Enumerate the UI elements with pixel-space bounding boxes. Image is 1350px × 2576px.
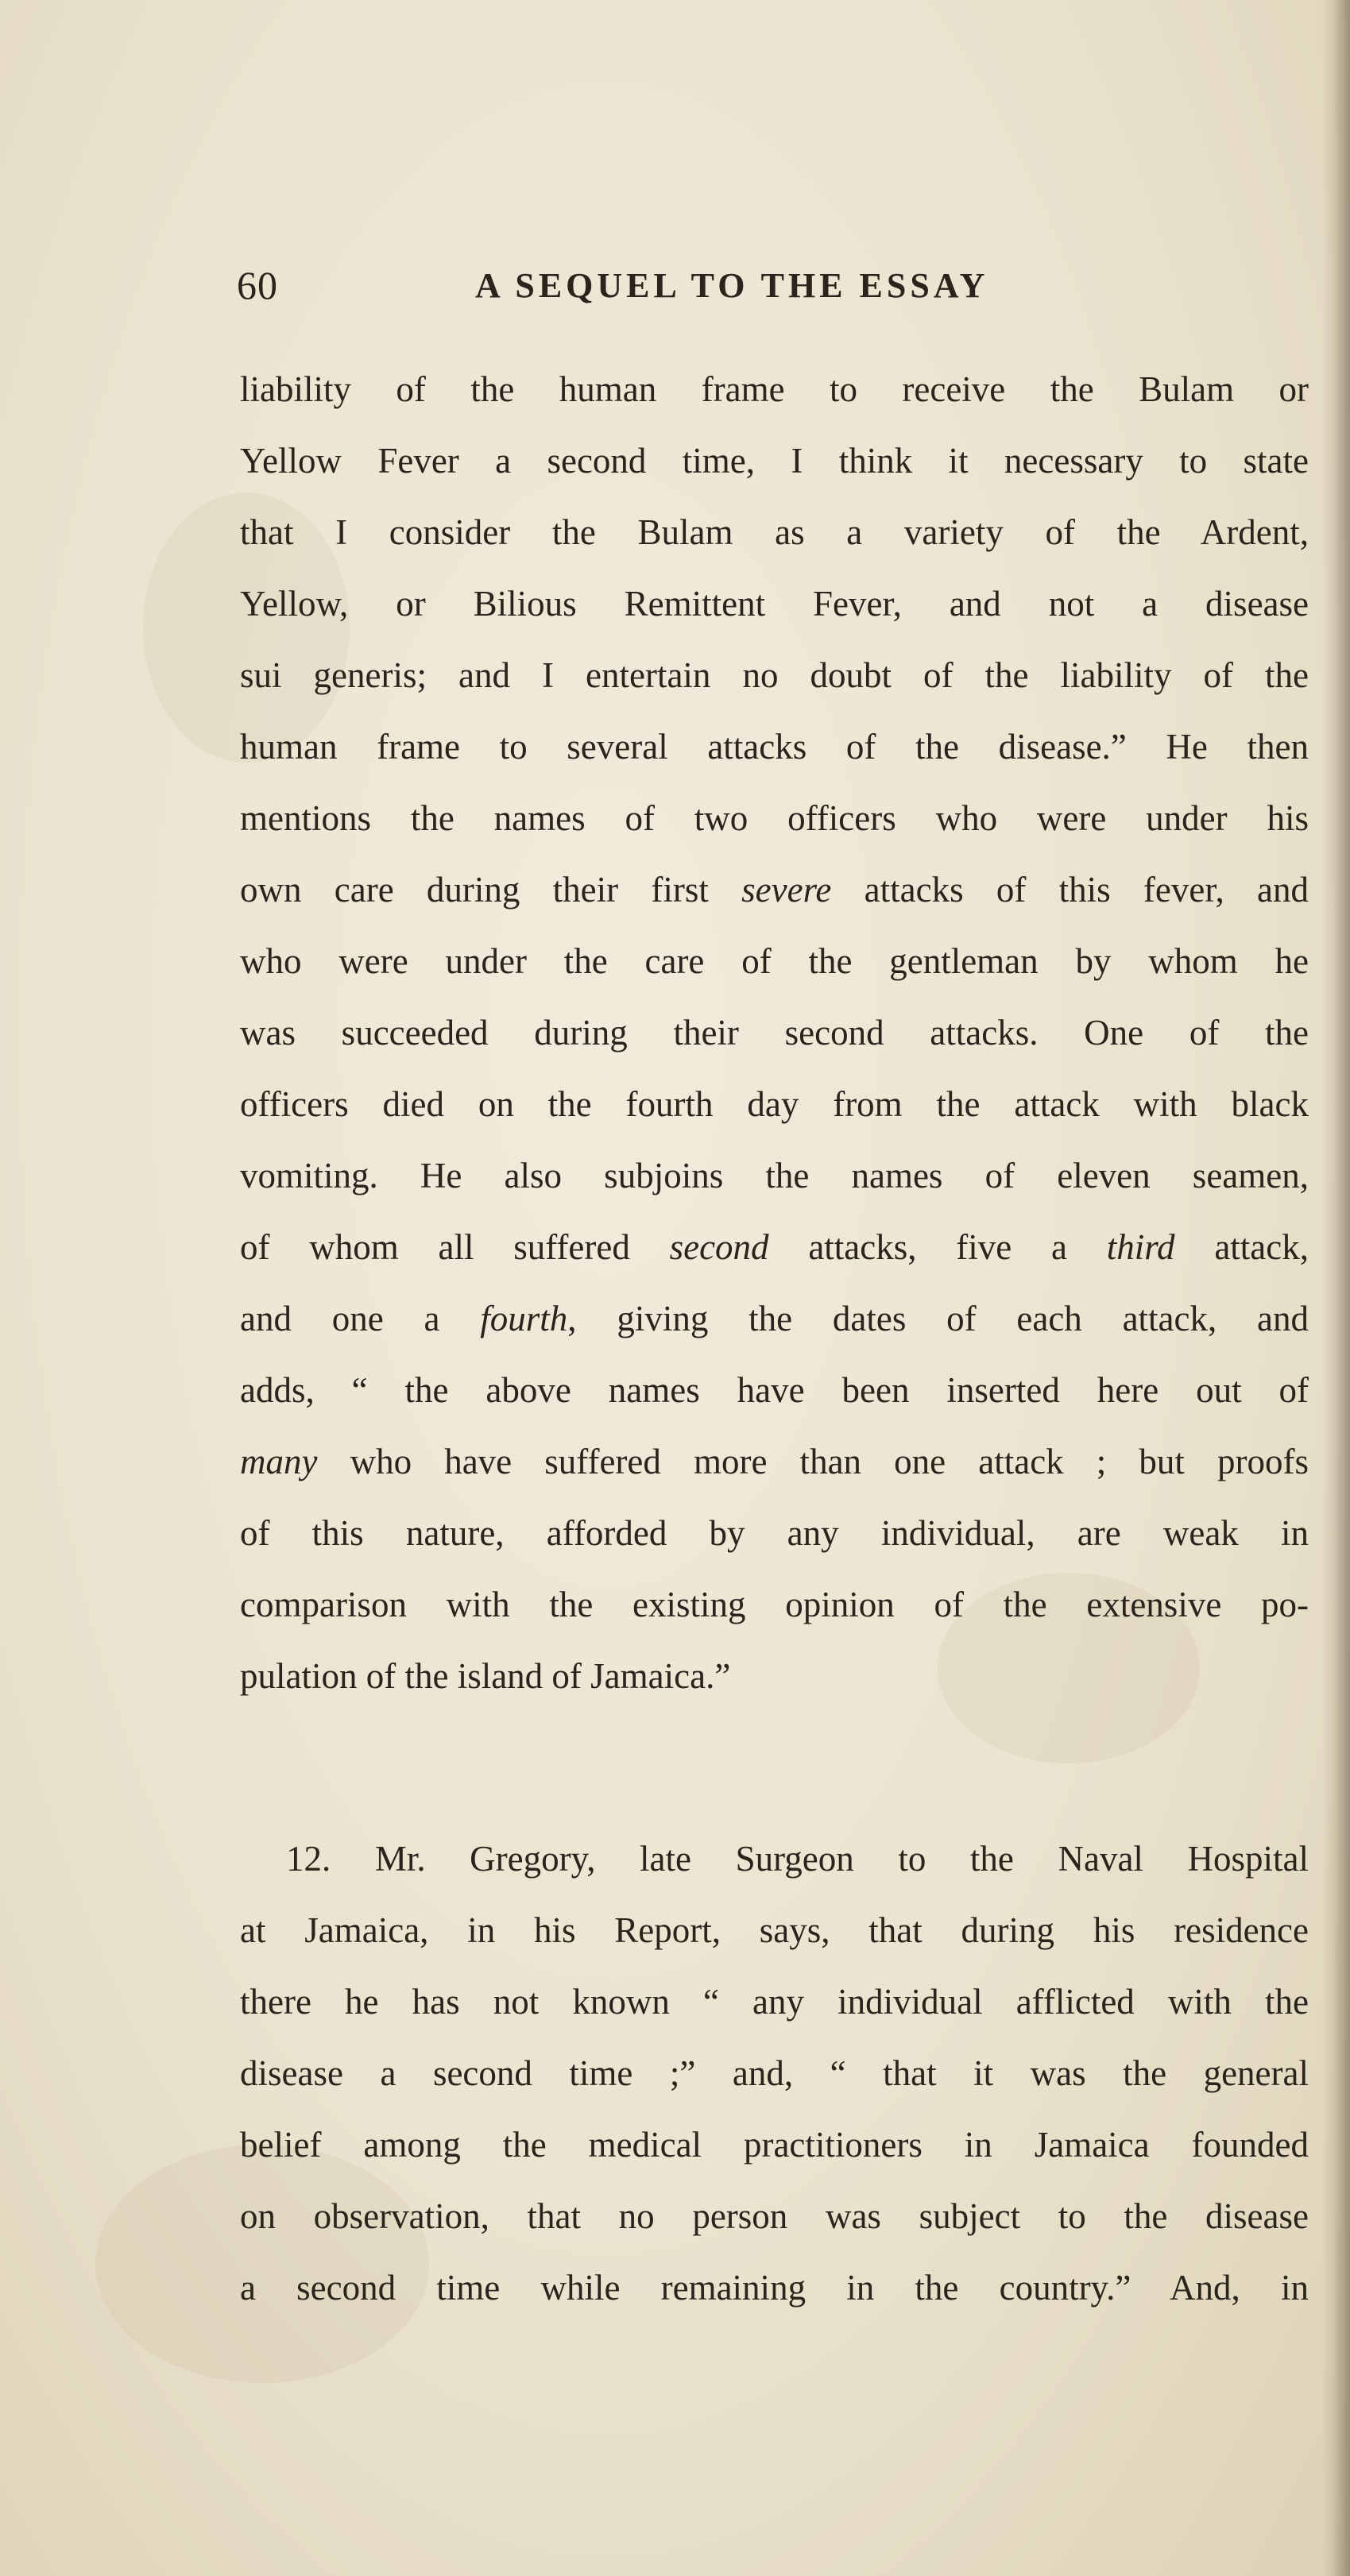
text-line — [240, 1211, 1309, 1283]
text-line: at Jamaica, in his Report, says, that during his residence — [240, 1910, 1309, 1950]
italic-word: many — [240, 1442, 318, 1481]
page-number: 60 — [237, 263, 278, 307]
italic-word: severe — [741, 870, 832, 910]
text-line: on observation, that no person was subject to the disease — [240, 2196, 1309, 2236]
text-line: Yellow, or Bilious Remittent Fever, and not a disease — [240, 584, 1309, 624]
page-header — [237, 262, 1309, 326]
italic-word: third — [1106, 1227, 1175, 1267]
text-line: human frame to several attacks of the disease.” He then — [240, 727, 1309, 767]
text-line: mentions the names of two officers who were under his — [240, 798, 1309, 838]
text-line: there he has not known “ any individual afflicted with the — [240, 1982, 1309, 2022]
text-run: and one a — [240, 1299, 481, 1338]
text-line: pulation of the island of Jamaica.” — [240, 1656, 731, 1696]
text-run: attacks, five a — [768, 1227, 1107, 1267]
italic-word: second — [669, 1227, 769, 1267]
running-head: A SEQUEL TO THE ESSAY — [475, 266, 989, 305]
text-run: who have suffered more than one attack ; but proofs — [317, 1442, 1309, 1481]
text-line: was succeeded during their second attacks. One of the — [240, 1013, 1309, 1052]
body-text — [240, 353, 1309, 2323]
text-run: own care during their first — [240, 870, 742, 910]
text-line: sui generis; and I entertain no doubt of the liability of the — [240, 655, 1309, 695]
text-run: attack, — [1174, 1227, 1309, 1267]
text-line: adds, “ the above names have been inserted here out of — [240, 1370, 1309, 1410]
paragraph-gap — [240, 1712, 1309, 1823]
text-line: who were under the care of the gentleman by whom he — [240, 941, 1309, 981]
text-line: of this nature, afforded by any individual, are weak in — [240, 1513, 1309, 1553]
text-line: vomiting. He also subjoins the names of eleven seamen, — [240, 1156, 1309, 1195]
text-line: 12. Mr. Gregory, late Surgeon to the Naval Hospital — [286, 1839, 1309, 1879]
text-line — [240, 1283, 1309, 1354]
text-line: liability of the human frame to receive the Bulam or — [240, 369, 1309, 409]
text-run: of whom all suffered — [240, 1227, 670, 1267]
text-line: Yellow Fever a second time, I think it necessary to state — [240, 441, 1309, 481]
text-line — [240, 1426, 1309, 1497]
text-line: comparison with the existing opinion of the extensive po- — [240, 1585, 1309, 1624]
text-run: , giving the dates of each attack, and — [567, 1299, 1309, 1338]
text-line: a second time while remaining in the country.” And, in — [240, 2268, 1309, 2308]
text-line — [240, 854, 1309, 925]
text-line: officers died on the fourth day from the attack with black — [240, 1084, 1309, 1124]
text-line: belief among the medical practitioners in Jamaica founded — [240, 2125, 1309, 2165]
italic-word: fourth — [480, 1299, 568, 1338]
text-line: that I consider the Bulam as a variety of the Ardent, — [240, 512, 1309, 552]
text-run: attacks of this fever, and — [831, 870, 1309, 910]
text-line: disease a second time ;” and, “ that it was the general — [240, 2053, 1309, 2093]
page-edge-shadow — [1321, 0, 1350, 2576]
